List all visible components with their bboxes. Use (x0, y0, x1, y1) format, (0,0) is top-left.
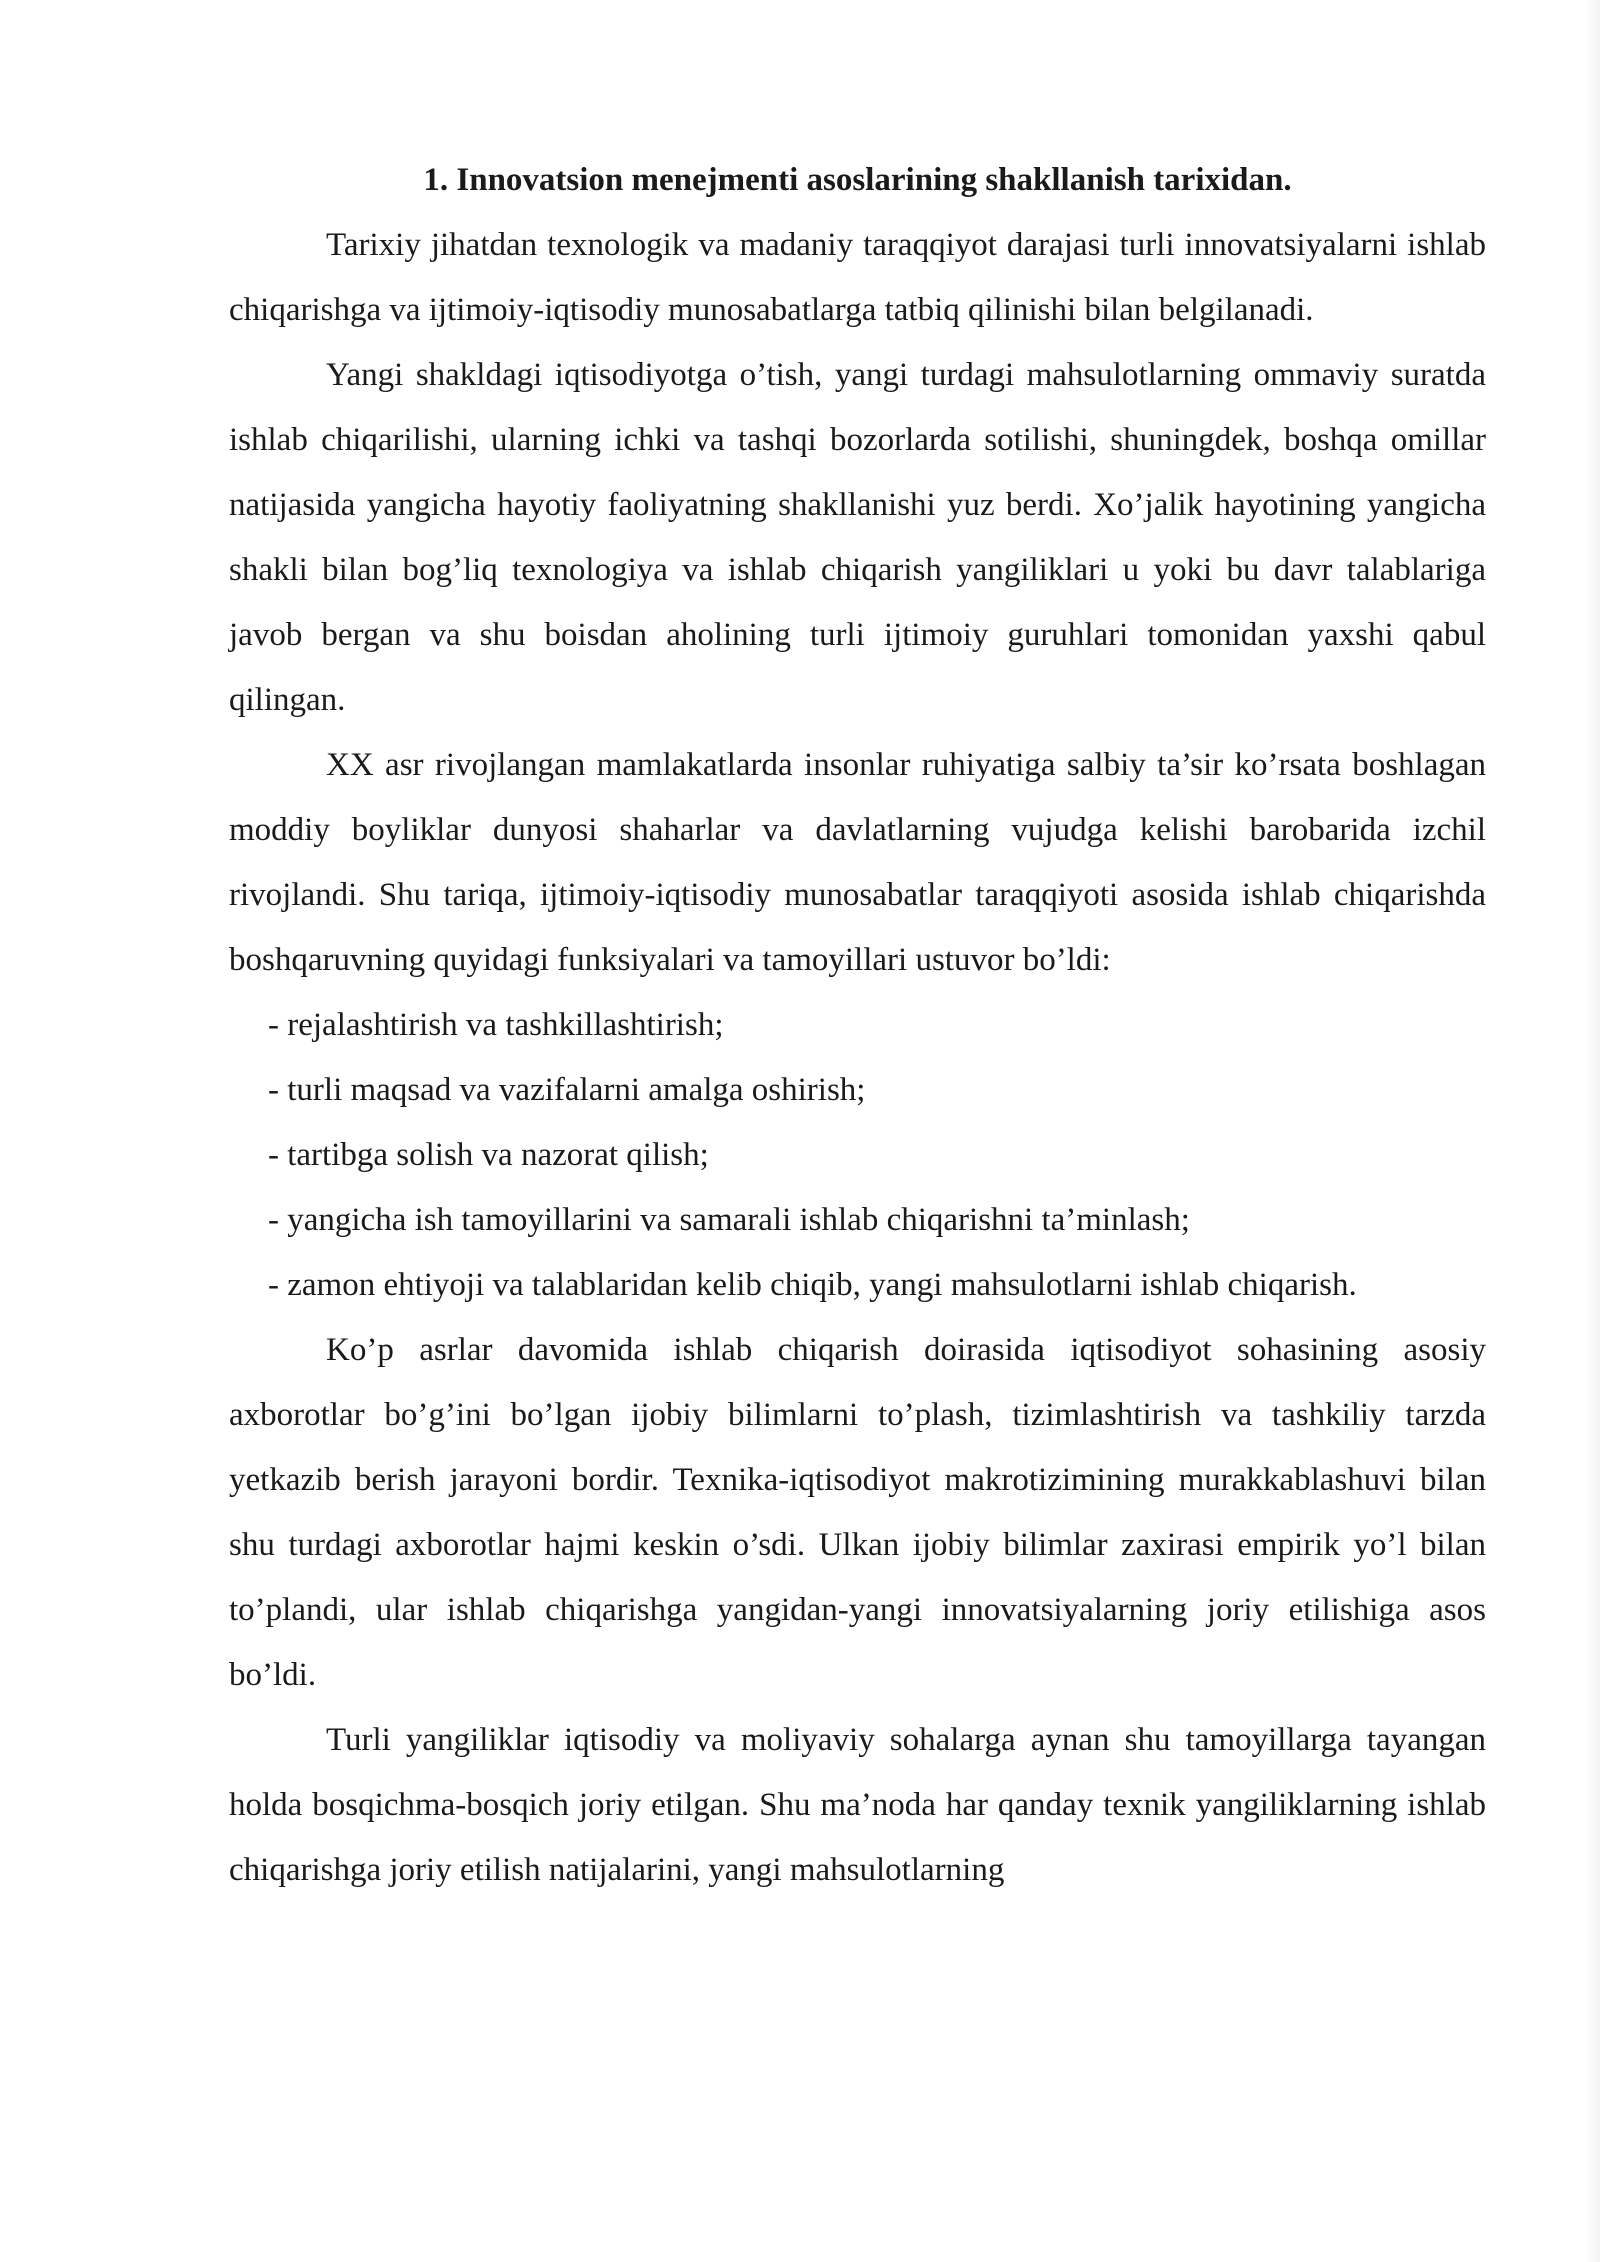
paragraph: XX asr rivojlangan mamlakatlarda insonlar ruhiyatiga salbiy ta’sir ko’rsata boshlagan moddiy boyliklar dunyosi shaharlar va davlatlarning vujudga kelishi barobarida izchil rivojlandi. Shu tariqa, ijtimoiy-iqtisodiy munosabatlar taraqqiyoti asosida ishlab chiqarishda boshqaruvning quyidagi funksiyalari va tamoyillari ustuvor bo’ldi: (229, 747, 1486, 978)
list-item: - tartibga solish va nazorat qilish; (268, 1137, 709, 1173)
page-edge-shadow (1586, 0, 1600, 2262)
paragraph: Ko’p asrlar davomida ishlab chiqarish doirasida iqtisodiyot sohasining asosiy axborotlar bo’g’ini bo’lgan ijobiy bilimlarni to’plash, tizimlashtirish va tashkiliy tarzda yetkazib berish jarayoni bordir. Texnika-iqtisodiyot makrotizimining murakkablashuvi bilan shu turdagi axborotlar hajmi keskin o’sdi. Ulkan ijobiy bilimlar zaxirasi empirik yo’l bilan to’plandi, ular ishlab chiqarishga yangidan-yangi innovatsiyalarning joriy etilishiga asos bo’ldi. (229, 1332, 1486, 1693)
section-title: 1. Innovatsion menejmenti asoslarining shakllanish tarixidan. (423, 162, 1292, 198)
paragraph: Turli yangiliklar iqtisodiy va moliyaviy sohalarga aynan shu tamoyillarga tayangan holda bosqichma-bosqich joriy etilgan. Shu ma’noda har qanday texnik yangiliklarning ishlab chiqarishga joriy etilish natijalarini, yangi mahsulotlarning (229, 1722, 1486, 1888)
list-item: - rejalashtirish va tashkillashtirish; (268, 1007, 724, 1043)
list-item: - yangicha ish tamoyillarini va samarali ishlab chiqarishni ta’minlash; (268, 1202, 1190, 1238)
paragraph: Tarixiy jihatdan texnologik va madaniy taraqqiyot darajasi turli innovatsiyalarni ishlab chiqarishga va ijtimoiy-iqtisodiy munosabatlarga tatbiq qilinishi bilan belgilanadi. (229, 227, 1486, 328)
page-content (229, 148, 1486, 1903)
list-item: - zamon ehtiyoji va talablaridan kelib chiqib, yangi mahsulotlarni ishlab chiqarish. (268, 1267, 1357, 1303)
paragraph: Yangi shakldagi iqtisodiyotga o’tish, yangi turdagi mahsulotlarning ommaviy suratda ishlab chiqarilishi, ularning ichki va tashqi bozorlarda sotilishi, shuningdek, boshqa omillar natijasida yangicha hayotiy faoliyatning shakllanishi yuz berdi. Xo’jalik hayotining yangicha shakli bilan bog’liq texnologiya va ishlab chiqarish yangiliklari u yoki bu davr talablariga javob bergan va shu boisdan aholining turli ijtimoiy guruhlari tomonidan yaxshi qabul qilingan. (229, 357, 1486, 718)
list-item: - turli maqsad va vazifalarni amalga oshirish; (268, 1072, 866, 1108)
